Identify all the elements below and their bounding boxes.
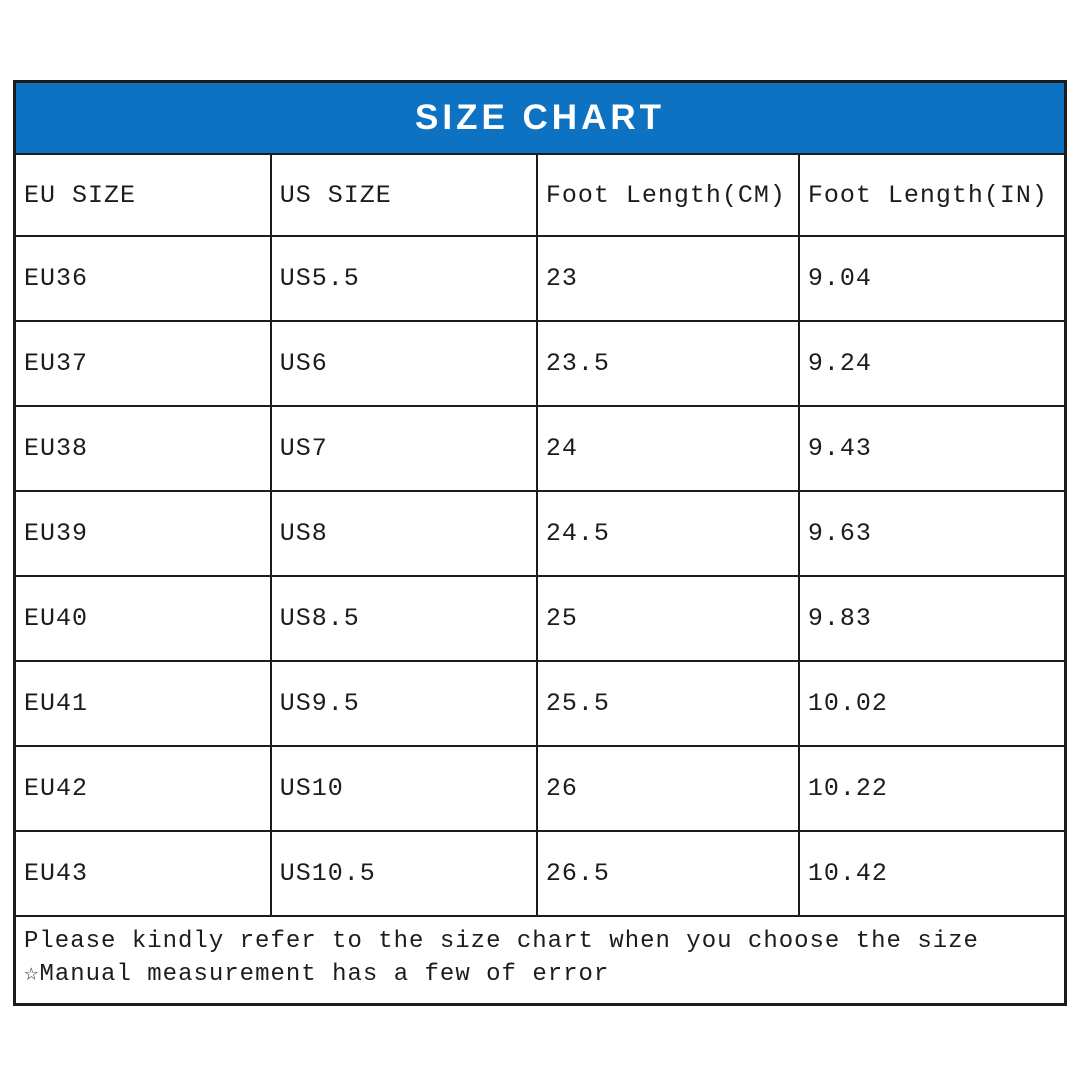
cell-us-size: US5.5	[272, 237, 538, 320]
table-row	[16, 747, 1064, 832]
size-chart-title-bar	[16, 83, 1064, 155]
cell-foot-length-in: 9.24	[807, 349, 872, 378]
cell-us-size: US8	[272, 492, 538, 575]
cell-foot-length-in: 9.83	[807, 604, 872, 633]
cell-eu-size: EU38	[16, 407, 272, 490]
cell-foot-length-cm: 24.5	[538, 492, 800, 575]
table-row	[16, 577, 1064, 662]
cell-foot-length-in: 9.43	[807, 434, 872, 463]
cell-foot-length-cm: 23.5	[538, 322, 800, 405]
table-header-row	[16, 155, 1064, 237]
cell-foot-length-cm: 26.5	[538, 832, 800, 915]
note-line-1: Please kindly refer to the size chart when you choose the size	[24, 928, 979, 955]
cell-foot-length-in: 10.02	[807, 689, 888, 718]
note-line-2: ☆Manual measurement has a few of error	[24, 961, 610, 988]
column-header-eu-size: EU SIZE	[16, 155, 272, 235]
cell-us-size: US10	[272, 747, 538, 830]
column-header-foot-length-in: Foot Length(IN)	[807, 180, 1048, 210]
cell-eu-size: EU41	[16, 662, 272, 745]
cell-us-size: US8.5	[272, 577, 538, 660]
column-header-us-size: US SIZE	[272, 155, 538, 235]
cell-us-size: US10.5	[272, 832, 538, 915]
table-row	[16, 407, 1064, 492]
cell-foot-length-in: 10.42	[807, 859, 888, 888]
cell-eu-size: EU36	[16, 237, 272, 320]
table-row	[16, 662, 1064, 747]
cell-us-size: US6	[272, 322, 538, 405]
cell-foot-length-cm: 25	[538, 577, 800, 660]
table-row	[16, 832, 1064, 917]
size-chart-note	[16, 917, 1064, 1003]
cell-eu-size: EU40	[16, 577, 272, 660]
cell-foot-length-cm: 23	[538, 237, 800, 320]
cell-foot-length-cm: 26	[538, 747, 800, 830]
cell-eu-size: EU37	[16, 322, 272, 405]
table-row	[16, 322, 1064, 407]
cell-foot-length-cm: 24	[538, 407, 800, 490]
cell-foot-length-in: 9.04	[807, 264, 872, 293]
size-chart-title: SIZE CHART	[415, 98, 665, 137]
column-header-foot-length-cm: Foot Length(CM)	[538, 155, 800, 235]
cell-eu-size: EU39	[16, 492, 272, 575]
cell-us-size: US7	[272, 407, 538, 490]
cell-us-size: US9.5	[272, 662, 538, 745]
size-chart-table	[13, 80, 1067, 1006]
table-row	[16, 237, 1064, 322]
cell-eu-size: EU43	[16, 832, 272, 915]
cell-eu-size: EU42	[16, 747, 272, 830]
cell-foot-length-in: 10.22	[807, 774, 888, 803]
cell-foot-length-cm: 25.5	[538, 662, 800, 745]
cell-foot-length-in: 9.63	[807, 519, 872, 548]
table-row	[16, 492, 1064, 577]
